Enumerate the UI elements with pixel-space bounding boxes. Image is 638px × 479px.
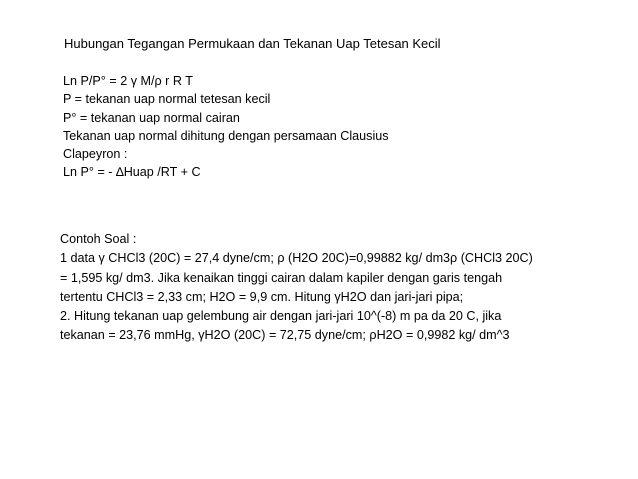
example-line: 2. Hitung tekanan uap gelembung air dengan jari-jari 10^(-8) m pa da 20 C, jika [60,309,502,324]
formula-line: P = tekanan uap normal tetesan kecil [63,92,271,107]
formula-block [63,72,389,182]
example-block [60,230,533,346]
slide-title: Hubungan Tegangan Permukaan dan Tekanan Uap Tetesan Kecil [64,36,441,51]
example-line: tertentu CHCl3 = 2,33 cm; H2O = 9,9 cm. Hitung γH2O dan jari-jari pipa; [60,289,464,304]
formula-line: Tekanan uap normal dihitung dengan persamaan Clausius [63,128,389,143]
formula-line: P° = tekanan uap normal cairan [63,110,240,125]
example-heading: Contoh Soal : [60,232,137,246]
example-line: = 1,595 kg/ dm3. Jika kenaikan tinggi cairan dalam kapiler dengan garis tengah [60,270,503,285]
formula-line: Ln P/P° = 2 γ M/ρ r R T [63,74,193,88]
example-line: 1 data γ CHCl3 (20C) = 27,4 dyne/cm; ρ (H2O 20C)=0,99882 kg/ dm3ρ (CHCl3 20C) [60,251,533,266]
example-line: tekanan = 23,76 mmHg, γH2O (20C) = 72,75 dyne/cm; ρH2O = 0,9982 kg/ dm^3 [60,328,510,343]
formula-line: Clapeyron : [63,147,128,162]
formula-line: Ln P° = - ∆Huap /RT + C [63,165,201,180]
